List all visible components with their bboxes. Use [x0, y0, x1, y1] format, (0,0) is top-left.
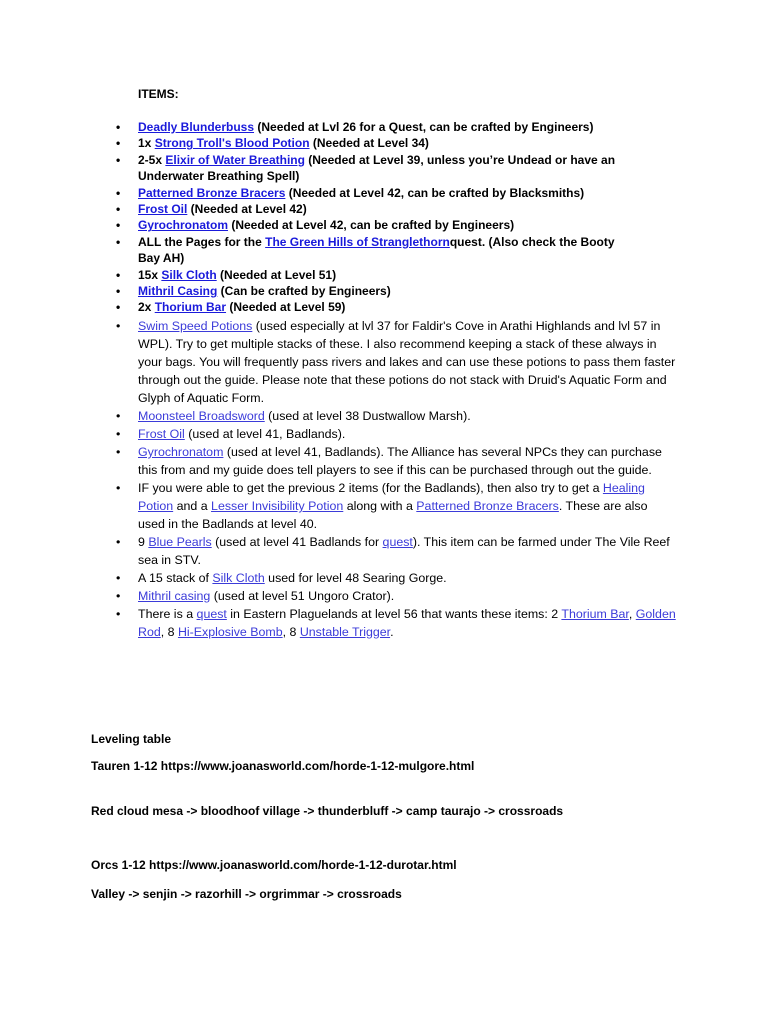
list-item [116, 267, 636, 283]
item-text: , [628, 607, 636, 621]
item-link[interactable]: The Green Hills of Stranglethorn [265, 234, 450, 249]
item-link[interactable]: Gyrochronatom [138, 445, 224, 459]
item-text: (used at level 41, Badlands). [184, 427, 346, 441]
item-link[interactable]: Swim Speed Potions [138, 319, 253, 333]
items-heading: ITEMS: [138, 87, 179, 101]
required-items-list [116, 119, 636, 316]
item-text: 2x [138, 300, 155, 315]
item-text: ALL the Pages for the [138, 234, 266, 249]
bullet-icon: • [116, 300, 121, 315]
list-item [116, 119, 636, 135]
item-link[interactable]: Gyrochronatom [138, 218, 229, 233]
item-link[interactable]: Silk Cloth [212, 571, 265, 585]
item-text: 15x [138, 267, 162, 282]
list-item [116, 443, 676, 479]
bullet-icon: • [116, 607, 121, 621]
item-text: along with a [343, 499, 417, 513]
item-text: (Needed at Level 59) [226, 300, 346, 315]
item-text: 2-5x [138, 152, 166, 167]
list-item [116, 479, 676, 533]
bullet-icon: • [116, 136, 121, 151]
list-item [116, 283, 636, 299]
list-item [116, 185, 636, 201]
tauren-guide-line: Tauren 1-12 https://www.joanasworld.com/horde-1-12-mulgore.html [91, 759, 475, 773]
bullet-icon: • [116, 234, 121, 249]
list-item [116, 569, 676, 587]
orcs-route: Valley -> senjin -> razorhill -> orgrimmar -> crossroads [91, 887, 402, 901]
bullet-icon: • [116, 152, 121, 167]
bullet-icon: • [116, 481, 121, 495]
item-link[interactable]: Deadly Blunderbuss [138, 120, 255, 134]
item-link[interactable]: Patterned Bronze Bracers [138, 185, 286, 200]
item-text: (used especially at lvl 37 for Faldir's Cove in Arathi Highlands and lvl 57 in WPL). Try to get multiple stacks of these. I also recommend keeping a stack of these always in your bags. You will frequently pass rivers and lakes and can use these potions to pass them faster through out the guide. Please note that these potions do not stack with Druid's Aquatic Form and Glyph of Aquatic Form. [138, 319, 676, 405]
item-link[interactable]: Patterned Bronze Bracers [416, 499, 559, 513]
item-link[interactable]: Lesser Invisibility Potion [211, 499, 344, 513]
item-link[interactable]: Frost Oil [138, 202, 188, 217]
bullet-icon: • [116, 185, 121, 200]
list-item [116, 152, 636, 185]
bullet-icon: • [116, 445, 121, 459]
item-text: IF you were able to get the previous 2 items (for the Badlands), then also try to get a [138, 481, 603, 495]
item-link[interactable]: Moonsteel Broadsword [138, 409, 265, 423]
quest-link[interactable]: quest [196, 607, 227, 621]
item-text: (Can be crafted by Engineers) [217, 284, 391, 299]
list-item [116, 407, 676, 425]
item-text: (Needed at Level 34) [309, 136, 429, 151]
list-item [116, 533, 676, 569]
list-item [116, 135, 636, 151]
quest-link[interactable]: quest [382, 535, 413, 549]
item-text: quest. (Also check the Booty Bay AH) [138, 234, 615, 266]
bullet-icon: • [116, 218, 121, 233]
list-item [116, 217, 636, 233]
item-link[interactable]: Strong Troll's Blood Potion [154, 136, 310, 151]
item-text: (Needed at Level 42, can be crafted by Engineers) [228, 218, 515, 233]
bullet-icon: • [116, 267, 121, 282]
bullet-icon: • [116, 427, 121, 441]
item-text: (Needed at Level 39, unless you’re Undead or have an Underwater Breathing Spell) [138, 152, 616, 184]
list-item [116, 201, 636, 217]
bullet-icon: • [116, 120, 121, 134]
item-link[interactable]: Blue Pearls [148, 535, 212, 549]
item-text: 1x [138, 136, 155, 151]
list-item [116, 587, 676, 605]
bullet-icon: • [116, 535, 121, 549]
item-link[interactable]: Hi-Explosive Bomb [177, 625, 283, 639]
item-text: , 8 [282, 625, 300, 639]
item-text: . [390, 625, 394, 639]
item-text: 9 [138, 535, 149, 549]
item-text: (used at level 41 Badlands for [211, 535, 383, 549]
item-text: (used at level 51 Ungoro Crator). [210, 589, 395, 603]
bullet-icon: • [116, 319, 121, 333]
list-item [116, 605, 676, 641]
orcs-guide-line: Orcs 1-12 https://www.joanasworld.com/horde-1-12-durotar.html [91, 858, 457, 872]
item-link[interactable]: Mithril casing [138, 589, 211, 603]
bullet-icon: • [116, 571, 121, 585]
item-link[interactable]: Elixir of Water Breathing [165, 152, 305, 167]
item-text: (used at level 41, Badlands). The Alliance has several NPCs they can purchase this from and my guide does tell players to see if this can be purchased through out the guide. [138, 445, 662, 477]
bullet-icon: • [116, 284, 121, 299]
item-link[interactable]: Golden Rod [138, 607, 676, 639]
item-link[interactable]: Mithril Casing [138, 284, 218, 299]
item-link[interactable]: Unstable Trigger [299, 625, 391, 639]
list-item [116, 425, 676, 443]
bullet-icon: • [116, 409, 121, 423]
list-item [116, 234, 636, 267]
item-text: ). This item can be farmed under The Vile Reef sea in STV. [138, 535, 670, 567]
item-text: . These are also used in the Badlands at level 40. [138, 499, 648, 531]
item-text: used for level 48 Searing Gorge. [264, 571, 447, 585]
bullet-icon: • [116, 202, 121, 217]
item-usage-list [116, 317, 676, 641]
item-text: , 8 [160, 625, 178, 639]
list-item [116, 317, 676, 407]
item-text: (used at level 38 Dustwallow Marsh). [264, 409, 471, 423]
item-link[interactable]: Thorium Bar [154, 300, 227, 315]
item-text: and a [173, 499, 212, 513]
item-text: (Needed at Level 51) [216, 267, 337, 282]
item-text: (Needed at Level 42, can be crafted by Blacksmiths) [285, 185, 585, 200]
tauren-route: Red cloud mesa -> bloodhoof village -> thunderbluff -> camp taurajo -> crossroads [91, 804, 564, 818]
item-link[interactable]: Silk Cloth [161, 267, 217, 282]
item-link[interactable]: Thorium Bar [561, 607, 629, 621]
item-text: in Eastern Plaguelands at level 56 that wants these items: 2 [226, 607, 562, 621]
item-link[interactable]: Frost Oil [138, 427, 185, 441]
bullet-icon: • [116, 589, 121, 603]
item-text: (Needed at Level 42) [187, 202, 307, 217]
item-text: (Needed at Lvl 26 for a Quest, can be crafted by Engineers) [254, 120, 594, 134]
list-item [116, 299, 636, 315]
item-link[interactable]: Healing Potion [138, 481, 645, 513]
item-text: A 15 stack of [138, 571, 213, 585]
item-text: There is a [138, 607, 197, 621]
leveling-table-title: Leveling table [91, 732, 172, 746]
